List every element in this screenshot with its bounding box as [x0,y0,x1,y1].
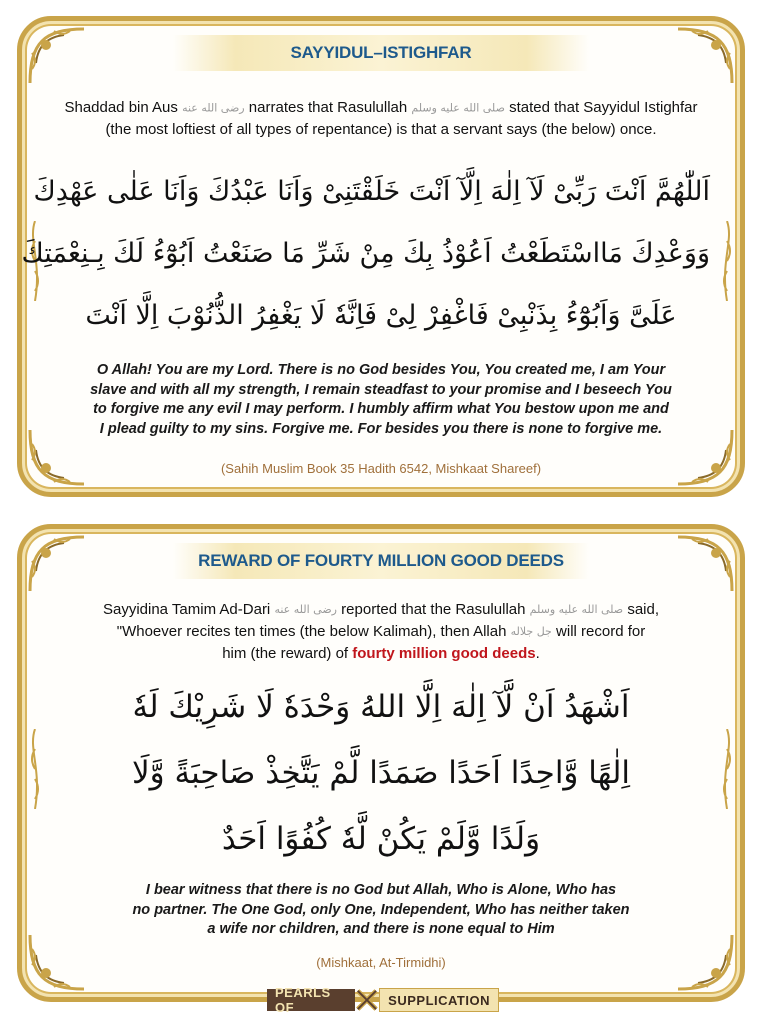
logo-text-left: PEARLS OF [267,989,355,1011]
arabic-line: وَوَعْدِكَ مَااسْتَطَعْتُ اَعُوْذُ بِكَ مِنْ شَرِّ مَا صَنَعْتُ اَبُوْٓءُ لَكَ بِـنِعْمَتِكَ [21,238,710,269]
arabic-line: اَللّٰهُمَّ اَنْتَ رَبِّیْ لَآ اِلٰهَ اِلَّآ اَنْتَ خَلَقْتَنِیْ وَاَنَا عَبْدُكَ وَاَنَا عَلٰی عَهْدِكَ [33,176,710,207]
honorific-radiallahu: رضی الله عنه [274,603,337,617]
translation-line: slave and with all my strength, I remain steadfast to your promise and I beseech You [90,381,672,398]
intro-line-2: (the most loftiest of all types of repentance) is that a servant says (the below) once. [105,120,657,138]
arabic-line: اِلٰهًا وَّاحِدًا اَحَدًا صَمَدًا لَّمْ یَتَّخِذْ صَاحِبَةً وَّلَا [131,755,631,791]
translation-line: I bear witness that there is no God but Allah, Who is Alone, Who has [145,882,617,898]
intro-segment: him (the reward) of [222,645,349,663]
honorific-radiallahu: رضی الله عنه [182,101,245,115]
honorific-salallahu: صلی الله علیه وسلم [411,101,505,115]
arabic-dua [21,161,710,347]
logo-cross-icon [355,987,379,1013]
arabic-kalimah [52,674,710,872]
source-reference: (Mishkaat, At-Tirmidhi) [316,955,446,970]
intro-text [62,599,700,665]
intro-segment: will record for [556,623,646,641]
intro-segment: . [535,645,540,663]
honorific-salallahu: صلی الله علیه وسلم [529,603,624,617]
translation-line: no partner. The One God, only One, Independent, Who has neither taken [132,901,630,918]
source-reference: (Sahih Muslim Book 35 Hadith 6542, Mishkaat Shareef) [220,461,542,476]
translation-line: to forgive me any evil I may perform. I humbly affirm what You bestow upon me and [93,401,669,417]
intro-segment: "Whoever recites ten times (the below Kalimah), then Allah [116,623,507,641]
card-sayyidul-istighfar [17,16,745,497]
intro-segment: Sayyidina Tamim Ad-Dari [102,601,271,618]
intro-segment: stated that Sayyidul Istighfar [509,99,698,116]
card-title: SAYYIDUL–ISTIGHFAR [173,35,589,71]
translation-line: a wife nor children, and there is none equal to Him [207,921,555,937]
intro-segment: Shaddad bin Aus [64,99,178,116]
arabic-line: عَلَیَّ وَاَبُوْٓءُ بِذَنْبِیْ فَاغْفِرْ لِیْ فَاِنَّهٗ لَا یَغْفِرُ الذُّنُوْبَ اِلَّا اَنْتَ [85,300,677,331]
corner-ornament [668,23,738,93]
intro-segment: reported that the Rasulullah [341,601,526,618]
highlight-reward: fourty million good deeds [352,645,536,663]
corner-ornament [24,23,94,93]
intro-segment: narrates that Rasulullah [248,99,408,116]
corner-ornament [24,531,94,601]
intro-segment: said, [627,601,659,618]
side-ornament [28,729,42,809]
translation-line: I plead guilty to my sins. Forgive me. For besides you there is none to forgive me. [99,420,663,437]
card-title: REWARD OF FOURTY MILLION GOOD DEEDS [173,543,589,579]
footer-logo [267,987,499,1013]
side-ornament [720,221,734,301]
corner-ornament [668,531,738,601]
intro-text [62,97,700,140]
translation-line: O Allah! You are my Lord. There is no God besides You, You created me, I am Your [96,362,666,378]
card-fourty-million-deeds [17,524,745,1002]
side-ornament [720,729,734,809]
translation [52,881,710,940]
translation [52,361,710,439]
arabic-line: اَشْهَدُ اَنْ لَّآ اِلٰهَ اِلَّا اللهُ وَحْدَهٗ لَا شَرِیْكَ لَهٗ [132,689,630,725]
logo-text-right: SUPPLICATION [379,988,499,1012]
arabic-line: وَلَدًا وَّلَمْ یَكُنْ لَّهٗ كُفُوًا اَحَدٌ [221,821,541,857]
honorific-jalla: جل جلاله [510,625,552,639]
